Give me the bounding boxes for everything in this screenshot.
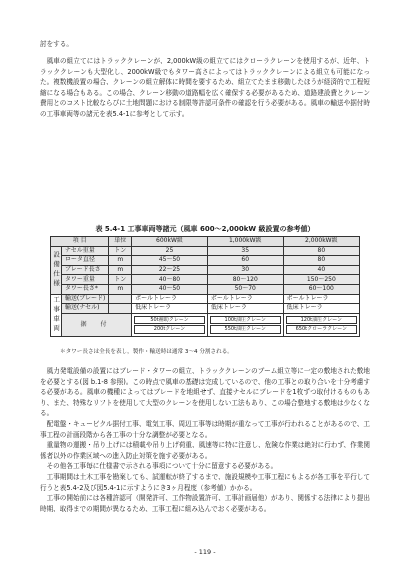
table-title: 表 5.4-1 工事車両等諸元（風車 600～2,000kW 級設置の参考値） (95, 225, 315, 233)
cell: 40～80 (132, 275, 208, 285)
row-label: タワー重量 (61, 275, 108, 285)
cell: ポールトレーラ (283, 294, 359, 304)
row-unit: m (109, 284, 132, 294)
crane-box: 50t補助クレーン (134, 316, 205, 325)
paragraph-crane-assembly: 風車の組立てにはトラッククレーンが、2,000kW級の組立てにはクローラクレーンを使用するが、近年、トラッククレーンも大型化し、2000kW級でもタワー高さによってはトラッククレーンによる組立も可能になった。複数機設置の場合、クレーンの組立解体に時間を要するため、組立てたまま移動したほうが経済的で工程短縮になる場合もある。この場合、クレーン移動の道路幅を広く確保する必要があるため、道路建設費とクレーン費用とのコスト比較ならびに土地問題における制限等許認可条件の確認を行う必要がある。風車の輸送や据付時の工事車両等の諸元を表5.4-1に参考として示す。 (40, 57, 370, 118)
spec-table (50, 236, 360, 337)
paragraph-safety: 重量物の運搬・吊り上げには積載や吊り上げ荷重、風速等に特に注意し、危険な作業は絶対に行わず、作業関係者以外の作業区域への進入防止対策を施す必要がある。 (40, 441, 370, 460)
cell: 80～120 (207, 275, 283, 285)
install-cell (283, 313, 359, 336)
cell: 35 (207, 246, 283, 256)
group-label-vehicles: 工事車両 (51, 294, 62, 336)
table-row (51, 275, 360, 285)
cell: 低床トレーラ (283, 304, 359, 314)
row-label: 輸送(ブレード) (61, 294, 108, 304)
cell: 60 (207, 256, 283, 266)
cell: 60～100 (283, 284, 359, 294)
row-unit (109, 304, 132, 314)
cell: ポールトレーラ (132, 294, 208, 304)
header-item: 項 目 (51, 237, 109, 247)
cell: 25 (132, 246, 208, 256)
page-number: - 119 - (194, 548, 216, 556)
cell: 低床トレーラ (132, 304, 208, 314)
table-row (51, 246, 360, 256)
cell: 80 (283, 256, 359, 266)
cell: 40 (283, 265, 359, 275)
crane-box: 650tクローラクレーン (286, 325, 357, 334)
cell: 50～70 (207, 284, 283, 294)
table-row (51, 294, 360, 304)
crane-box: 100t油圧クレーン (210, 316, 281, 325)
cell: 低床トレーラ (207, 304, 283, 314)
paragraph-site-prep: 風力発電設備の設置にはブレード・タワーの組立、トラッククレーンのブーム組立等に一定の敷地された敷地を必要とする(図 b.1-8 参照)。この時点で風車の基礎は完成しているので、他の工事との取り合いを十分考慮する必要がある。風車の機種によってはブレードを地組せず、直接ナセルにブレードを1枚ずつ取付けるものもあり、また、特殊なリフトを使用して大型のクレーンを使用しない工法もあり、この場合整地する敷地は少なくなる。 (40, 367, 370, 417)
table-header-row (51, 237, 360, 247)
cell: ポールトレーラ (207, 294, 283, 304)
row-unit: m (109, 256, 132, 266)
table-row (51, 304, 360, 314)
crane-box: 550t油圧クレーン (210, 325, 281, 334)
header-col-1000: 1,000kW級 (207, 237, 283, 247)
table-row (51, 265, 360, 275)
cell: 40～50 (132, 284, 208, 294)
table-note: ＊タワー長さは全長を表し，製作・輸送時は通常 3～4 分割される。 (60, 349, 233, 355)
paragraph-schedule: 工事期間は土木工事を勘案しても、試運転が終了するまで、施設規模や工事工程にもよるが各工事を平行して行うと表5.4-2及び図5.4-1に示すようにき3ヶ月程度（参考値）かかる。 (40, 473, 370, 492)
row-label: ブレード長さ (61, 265, 108, 275)
header-unit: 単位 (109, 237, 132, 247)
paragraph-continuation: 討をする。 (40, 40, 73, 48)
row-label-install: 据 付 (61, 313, 131, 336)
cell: 45～50 (132, 256, 208, 266)
cell: 30 (207, 265, 283, 275)
header-col-600: 600kW級 (132, 237, 208, 247)
crane-box: 120t油圧クレーン (286, 316, 357, 325)
paragraph-specs: その他各工事毎に仕様書で示される事項について十分に留意する必要がある。 (46, 462, 278, 470)
table-row (51, 256, 360, 266)
row-unit: トン (109, 275, 132, 285)
row-label: 輸送(ナセル) (61, 304, 108, 314)
row-unit: トン (109, 246, 132, 256)
row-unit: m (109, 265, 132, 275)
row-unit (109, 294, 132, 304)
row-label: ロータ直径 (61, 256, 108, 266)
row-label: ナセル重量 (61, 246, 108, 256)
cell: 80 (283, 246, 359, 256)
crane-box: 200tクレーン (134, 325, 205, 334)
paragraph-permits: 工事の開始前には各種許認可（開発許可、工作物設置許可、工事計画届他）があり、関係する法律により提出時期、取得までの期間が異なるため、工事工程に組み込んでおく必要がある。 (40, 494, 370, 513)
install-cell (132, 313, 208, 336)
cell: 150～250 (283, 275, 359, 285)
table-row (51, 284, 360, 294)
cell: 22～25 (132, 265, 208, 275)
install-cell (207, 313, 283, 336)
paragraph-coordination: 配電盤・キュービクル据付工事、電気工事、周辺工事等は時期が重なって工事が行われることがあるので、工事工程の計画段階から各工事の十分な調整が必要となる。 (40, 420, 370, 439)
header-col-2000: 2,000kW級 (283, 237, 359, 247)
table-row (51, 313, 360, 336)
row-label: タワー長さ* (61, 284, 108, 294)
group-label-equipment: 設備仕様 (51, 246, 62, 294)
